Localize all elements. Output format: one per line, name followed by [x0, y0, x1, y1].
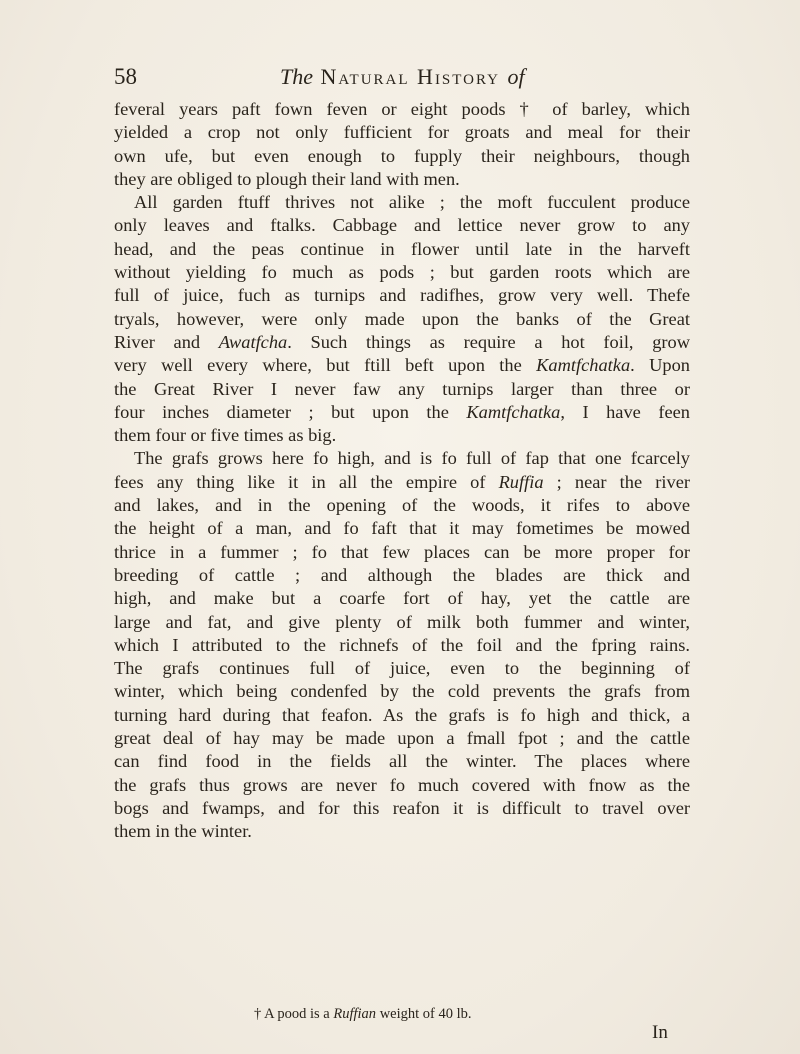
text-segment: thrice in a fummer ; fo that few places can be more proper for — [114, 541, 690, 562]
text-segment: River and — [114, 331, 219, 352]
text-segment: head, and the peas continue in flower until late in the harveft — [114, 238, 690, 259]
italic-text: Kamtfchatka — [536, 355, 631, 376]
text-segment: high, and make but a coarfe fort of hay, yet the cattle are — [114, 588, 690, 609]
text-segment: full of juice, fuch as turnips and radifhes, grow very well. Thefe — [114, 285, 690, 306]
text-line — [114, 238, 690, 261]
text-line — [114, 657, 690, 680]
text-segment: ; near the river — [543, 471, 690, 492]
text-segment: own ufe, but even enough to fupply their neighbours, though — [114, 145, 690, 166]
text-segment: great deal of hay may be made upon a fmall fpot ; and the cattle — [114, 728, 690, 749]
text-line — [114, 704, 690, 727]
text-segment: . Upon — [630, 355, 690, 376]
page-header — [114, 64, 674, 94]
text-segment: the grafs thus grows are never fo much covered with fnow as the — [114, 774, 690, 795]
running-title-the: The — [280, 64, 313, 89]
text-line — [114, 145, 690, 168]
text-segment: large and fat, and give plenty of milk both fummer and winter, — [114, 611, 690, 632]
text-line — [114, 541, 690, 564]
text-line — [114, 424, 690, 447]
text-segment: , I have feen — [560, 401, 690, 422]
text-segment: winter, which being condenfed by the cold prevents the grafs from — [114, 681, 690, 702]
text-line — [114, 797, 690, 820]
text-line — [114, 284, 690, 307]
text-line — [114, 214, 690, 237]
text-segment: The grafs grows here fo high, and is fo full of fap that one fcarcely — [134, 448, 690, 469]
text-line — [114, 308, 690, 331]
page-number: 58 — [114, 64, 137, 89]
text-line — [114, 98, 690, 121]
italic-text: Kamtfchatka — [466, 401, 561, 422]
text-segment: them four or five times as big. — [114, 425, 337, 446]
catchword: In — [652, 1022, 668, 1043]
running-title-main: Natural History — [320, 64, 501, 89]
italic-text: Awatfcha — [218, 331, 288, 352]
text-line — [114, 680, 690, 703]
text-line — [114, 750, 690, 773]
text-segment: The grafs continues full of juice, even to the beginning of — [114, 658, 690, 679]
text-line — [114, 447, 690, 470]
text-segment: can find food in the fields all the winter. The places where — [114, 751, 690, 772]
text-segment: the height of a man, and fo faft that it may fometimes be mowed — [114, 518, 690, 539]
text-segment: they are obliged to plough their land with men. — [114, 168, 460, 189]
text-line — [114, 634, 690, 657]
running-title — [280, 64, 525, 90]
body-text — [114, 98, 690, 844]
text-line — [114, 587, 690, 610]
text-line — [114, 331, 690, 354]
italic-text: Ruffia — [498, 471, 544, 492]
text-line — [114, 168, 690, 191]
text-line — [114, 517, 690, 540]
text-segment: feveral years paft fown feven or eight poods † of barley, which — [114, 99, 690, 119]
text-segment: very well every where, but ftill beft upon the — [114, 355, 537, 376]
text-line — [114, 494, 690, 517]
footnote-suffix: weight of 40 lb. — [376, 1006, 472, 1022]
text-line — [114, 471, 690, 494]
text-segment: All garden ftuff thrives not alike ; the moft fucculent produce — [134, 192, 690, 213]
text-segment: tryals, however, were only made upon the banks of the Great — [114, 308, 690, 329]
text-segment: and lakes, and in the opening of the woods, it rifes to above — [114, 495, 690, 516]
text-segment: which I attributed to the richnefs of the foil and the fpring rains. — [114, 634, 690, 655]
text-line — [114, 611, 690, 634]
text-segment: fees any thing like it in all the empire of — [114, 471, 499, 492]
text-line — [114, 564, 690, 587]
text-segment: . Such things as require a hot foil, grow — [287, 331, 690, 352]
text-segment: the Great River I never faw any turnips larger than three or — [114, 378, 690, 399]
footnote-italic: Ruffian — [333, 1006, 377, 1022]
text-line — [114, 820, 690, 843]
text-segment: them in the winter. — [114, 821, 252, 842]
text-line — [114, 401, 690, 424]
text-segment: bogs and fwamps, and for this reafon it is difficult to travel over — [114, 797, 690, 818]
text-line — [114, 354, 690, 377]
text-segment: only leaves and ftalks. Cabbage and lettice never grow to any — [114, 215, 690, 236]
text-line — [114, 121, 690, 144]
text-line — [114, 261, 690, 284]
text-segment: yielded a crop not only fufficient for groats and meal for their — [114, 122, 690, 143]
running-title-of: of — [507, 64, 525, 89]
text-line — [114, 191, 690, 214]
text-segment: four inches diameter ; but upon the — [114, 401, 467, 422]
footnote — [254, 1006, 472, 1023]
text-line — [114, 727, 690, 750]
footnote-prefix: † A pood is a — [254, 1006, 334, 1022]
text-segment: turning hard during that feafon. As the grafs is fo high and thick, a — [114, 704, 690, 725]
text-segment: without yielding fo much as pods ; but garden roots which are — [114, 262, 690, 283]
text-line — [114, 774, 690, 797]
text-line — [114, 378, 690, 401]
text-segment: breeding of cattle ; and although the blades are thick and — [114, 564, 690, 585]
